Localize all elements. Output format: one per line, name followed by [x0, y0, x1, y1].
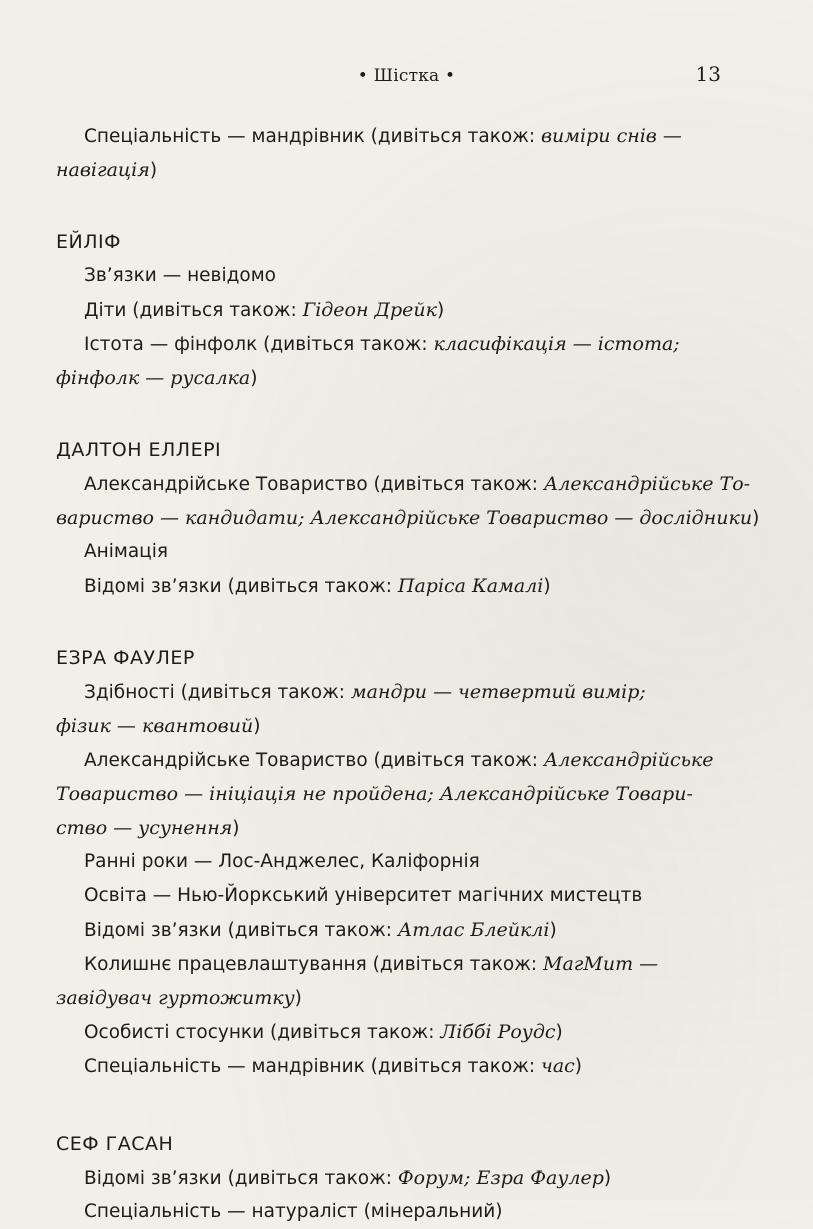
- eylif-being-cont: [56, 361, 760, 395]
- entry-paren: ): [752, 508, 760, 529]
- entry-ref: Александрійське: [543, 749, 714, 771]
- entry-ref: мандри — четвертий вимір;: [350, 681, 646, 703]
- ezra-personal: [56, 1015, 760, 1049]
- entry-text: Здібності (дивіться також:: [84, 682, 351, 703]
- ezra-employment: [56, 947, 760, 981]
- ezra-known: [56, 913, 760, 947]
- intro-line-2: [56, 153, 760, 187]
- intro-text: Спеціальність — мандрівник (дивіться також:: [84, 126, 541, 147]
- entry-text: Колишнє працевлаштування (дивіться також:: [84, 954, 543, 975]
- entry-ref: завідувач гуртожитку: [56, 987, 295, 1009]
- entry-text: Істота — фінфолк (дивіться також:: [84, 334, 434, 355]
- entry-paren: ): [232, 818, 240, 839]
- entry-paren: ): [555, 1022, 563, 1043]
- ezra-abilities-cont: [56, 709, 760, 743]
- entry-ref: час: [541, 1055, 575, 1077]
- entry-ref: ство — усунення: [56, 817, 233, 839]
- dalton-society: [56, 467, 760, 501]
- entry-text: Діти (дивіться також:: [84, 300, 303, 321]
- entry-paren: ): [603, 1168, 612, 1189]
- section-gap: [56, 603, 760, 641]
- entry-text: Александрійське Товариство (дивіться також:: [84, 750, 544, 771]
- entry-text: Спеціальність — мандрівник (дивіться також:: [84, 1056, 541, 1077]
- page-number: 13: [695, 62, 721, 86]
- entry-text: Відомі зв’язки (дивіться також:: [84, 920, 398, 941]
- entry-ref: Ліббі Роудс: [440, 1021, 556, 1043]
- entry-text: Відомі зв’язки (дивіться також:: [84, 1168, 398, 1189]
- section-gap: [56, 187, 760, 225]
- ezra-abilities: [56, 675, 760, 709]
- intro-ref: виміри снів —: [541, 125, 682, 147]
- section-heading-ezra: ЕЗРА ФАУЛЕР: [56, 647, 195, 669]
- ezra-employment-cont: [56, 981, 760, 1015]
- entry-ref: Александрійське То-: [543, 473, 751, 495]
- sef-specialty: Спеціальність — натураліст (мінеральний): [84, 1201, 503, 1222]
- dalton-society-cont: [56, 501, 760, 535]
- entry-ref: МагМит —: [543, 953, 659, 975]
- entry-paren: ): [250, 368, 258, 389]
- ezra-society-cont-2: [56, 811, 760, 845]
- section-gap: [56, 395, 760, 433]
- ezra-education: Освіта — Нью-Йоркський університет магічних мистецтв: [84, 885, 643, 906]
- dalton-animation: Анімація: [84, 541, 169, 562]
- entry-ref: Форум; Езра Фаулер: [397, 1167, 604, 1189]
- ezra-specialty: [56, 1049, 760, 1083]
- section-heading-dalton: ДАЛТОН ЕЛЛЕРІ: [56, 439, 222, 461]
- section-heading-eylif: ЕЙЛІФ: [56, 231, 121, 253]
- entry-ref: Паріса Камалі: [397, 575, 544, 597]
- intro-paren: ): [149, 160, 158, 181]
- entry-ref: класифікація — істота;: [433, 333, 680, 355]
- entry-text: Особисті стосунки (дивіться також:: [84, 1022, 441, 1043]
- eylif-children: [56, 293, 760, 327]
- sef-known: [56, 1161, 760, 1195]
- ezra-society-cont: [56, 777, 760, 811]
- entry-paren: ): [543, 576, 551, 597]
- entry-text: Відомі зв’язки (дивіться також:: [84, 576, 398, 597]
- entry-text: Александрійське Товариство (дивіться також:: [84, 474, 544, 495]
- entry-paren: ): [294, 988, 302, 1009]
- entry-ref: фінфолк — русалка: [56, 367, 251, 389]
- entry-ref: Гідеон Дрейк: [302, 299, 437, 321]
- entry-ref: вариство — кандидати; Александрійське Товариство — дослідники: [56, 507, 753, 529]
- ezra-early-years: Ранні роки — Лос-Анджелес, Каліфорнія: [84, 851, 480, 872]
- entry-ref: Атлас Блейклі: [397, 919, 550, 941]
- entry-paren: ): [574, 1056, 583, 1077]
- entry-paren: ): [253, 716, 261, 737]
- section-gap: [56, 1083, 760, 1127]
- ezra-society: [56, 743, 760, 777]
- eylif-being: [56, 327, 760, 361]
- entry-ref: Товариство — ініціація не пройдена; Александрійське Товари-: [56, 783, 693, 805]
- intro-ref-2: навігація: [56, 159, 150, 181]
- running-title: • Шістка •: [357, 66, 456, 86]
- eylif-relations: Зв’язки — невідомо: [84, 265, 276, 286]
- running-header: [0, 62, 813, 92]
- entry-ref: фізик — квантовий: [56, 715, 254, 737]
- entry-paren: ): [549, 920, 557, 941]
- body-text: [56, 119, 760, 1229]
- entry-paren: ): [436, 300, 445, 321]
- section-heading-sef: СЕФ ГАСАН: [56, 1133, 174, 1155]
- intro-line-1: [56, 119, 760, 153]
- dalton-known: [56, 569, 760, 603]
